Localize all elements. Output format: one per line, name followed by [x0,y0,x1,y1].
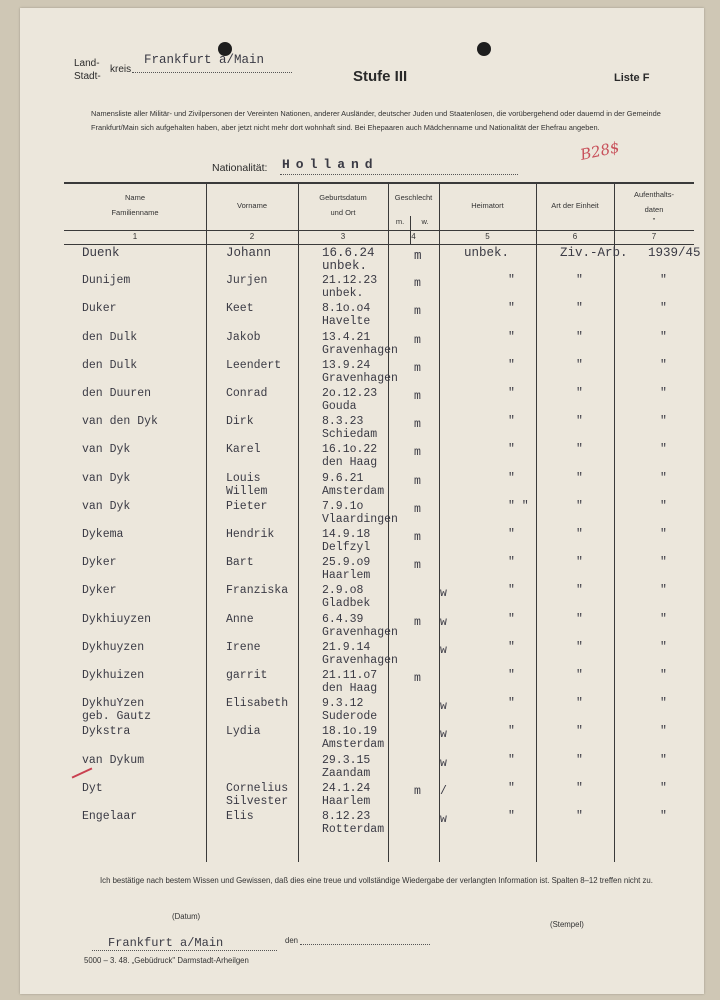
cell-sex-w: w [440,728,447,742]
cell-name: den Duuren [82,387,152,400]
cell-first-name: garrit [226,669,268,682]
cell-sex-m: m [414,446,421,460]
cell-stay: " [660,528,667,541]
form-description: Namensliste aller Militär- und Zivilpersonen der Vereinten Nationen, anderer Ausländer, deutscher Juden und Staatenlosen, die vorübergehend oder dauernd in der Gemeinde Frankfurt/Main sich aufgehalten haben, aber jetzt nicht mehr dort wohnhaft sind. Bei Ehepaaren auch Mädchenname und Nationalität der Ehefrau angeben. [91,109,661,132]
cell-birth-place: Gravenhagen [322,653,398,667]
cell-name: van Dykum [82,753,145,767]
cell-stay: " [660,415,667,429]
cell-birth-place: Vlaardingen [322,512,398,526]
cell-stay: " [660,669,667,682]
cell-birth-date: 25.9.o9 [322,556,371,570]
cell-name: Dykhuizen [82,669,145,682]
cell-home: " [508,725,515,739]
cell-unit: " [576,302,583,316]
cell-name-line2: geb. Gautz [82,710,152,724]
cell-name: Dykstra [82,725,131,739]
cell-sex-m: m [414,502,421,516]
cell-birth-place: Gravenhagen [322,625,398,639]
cell-name: van Dyk [82,471,131,485]
kreis-underline [132,72,292,73]
cell-birth-place: Haarlem [322,569,371,583]
cell-unit: " [576,781,583,795]
table-row [64,528,694,558]
cell-name: Dyker [82,584,117,598]
den-label: den [285,936,299,945]
cell-home: " [508,781,515,795]
cell-first-name-line2: Willem [226,484,268,498]
cell-unit: " [576,499,583,513]
table-top-line [64,182,694,184]
table-row [64,810,694,840]
cell-sex-m: m [414,390,421,403]
cell-stay: " [660,612,667,626]
cell-unit: " [576,612,583,626]
cell-sex-m: m [414,333,421,347]
cell-birth-place: den Haag [322,456,378,470]
cell-unit: " [576,725,583,739]
number-row-divider [64,244,694,245]
col-header-sex-m: m. [395,217,405,226]
cell-home: " [508,387,515,400]
cell-unit: " [576,274,583,288]
cell-home: " [508,697,515,711]
col-header-sex: Geschlecht [394,193,433,202]
col-number-1: 1 [132,232,138,241]
cell-unit: " [576,669,583,682]
cell-birth-date: 8.12.23 [322,810,371,823]
cell-unit: " [576,443,583,457]
stufe-title: Stufe III [353,68,408,85]
cell-name: van Dyk [82,443,131,457]
cell-home: " " [508,499,529,513]
cell-home: " [508,443,515,457]
col-header-sex-w: w. [421,217,429,226]
cell-home: " [508,810,515,823]
cell-unit: " [576,810,583,823]
cell-first-name: Bart [226,556,254,570]
cell-stay: " [660,810,667,823]
cell-birth-place: Zaandam [322,766,371,780]
cell-first-name: Keet [226,302,254,316]
cell-first-name: Jakob [226,330,261,344]
nationality-label: Nationalität: [212,162,268,174]
table-row [64,387,694,417]
cell-unit: " [576,358,583,372]
cell-home: " [508,528,515,541]
cell-home: " [508,274,515,288]
cell-name: Duker [82,302,117,316]
cell-unit: " [576,387,583,400]
cell-unit: " [576,528,583,541]
col-header-name: Name Familienname [111,193,159,217]
cell-birth-place: Gravenhagen [322,343,398,357]
confirmation-text: Ich bestätige nach bestem Wissen und Gewissen, daß dies eine treue und vollständige Wiedergabe der verlangten Information ist. Spalten 8–12 treffen nicht zu. [100,876,653,885]
col-number-2: 2 [249,232,255,241]
cell-birth-place: Amsterdam [322,484,385,498]
cell-stay: " [660,697,667,711]
datum-label: (Datum) [172,912,201,921]
cell-sex-m: m [414,672,421,685]
cell-stay: " [660,302,667,316]
table-row [64,274,694,304]
cell-name: Dykhuyzen [82,640,145,654]
cell-home: " [508,330,515,344]
signature-place: Frankfurt a/Main [108,936,224,950]
cell-unit: Ziv.-Arb. [560,246,628,260]
cell-first-name: Johann [226,246,272,260]
col-header-first: Vorname [236,201,268,210]
cell-name: Dykhiuyzen [82,612,152,626]
cell-name: van den Dyk [82,415,158,429]
cell-name: Dyt [82,781,103,795]
cell-sex-w: w [440,587,447,601]
cell-first-name: Cornelius [226,781,289,795]
col-header-home: Heimatort [471,201,504,210]
cell-birth-place: Suderode [322,710,378,724]
cell-unit: " [576,697,583,711]
cell-birth-date: 18.1o.19 [322,725,378,739]
cell-unit: " [576,584,583,598]
cell-home: " [508,302,515,316]
cell-birth-place: Schiedam [322,428,378,442]
header-divider [64,230,694,231]
cell-name: Duenk [82,246,120,260]
cell-sex-m: m [414,784,421,798]
date-underline [300,944,430,945]
cell-birth-date: 14.9.18 [322,528,371,541]
cell-name: den Dulk [82,358,138,372]
cell-birth-date: 8.1o.o4 [322,302,371,316]
table-row [64,697,694,727]
cell-birth-date: 29.3.15 [322,753,371,767]
punch-hole-right [477,42,491,56]
cell-sex-m: m [414,305,421,319]
cell-first-name: Dirk [226,415,254,429]
cell-stay: " [660,725,667,739]
col-header-unit: Art der Einheit [551,201,599,210]
cell-unit: " [576,415,583,429]
cell-unit: " [576,753,583,767]
cell-sex-m: m [414,418,421,432]
printer-imprint: 5000 – 3. 48. „Gebüdruck" Darmstadt-Arheilgen [84,956,249,965]
cell-unit: " [576,471,583,485]
cell-stay: " [660,387,667,400]
table-row [64,472,694,502]
cell-first-name: Irene [226,640,261,654]
cell-sex-m: m [414,615,421,629]
cell-birth-date: 9.6.21 [322,471,364,485]
cell-name: van Dyk [82,499,131,513]
cell-sex-w: w [440,615,447,629]
cell-birth-date: 2.9.o8 [322,584,364,598]
cell-birth-place: Gravenhagen [322,371,398,385]
cell-stay: " [660,781,667,795]
cell-birth-date: 13.4.21 [322,330,371,344]
cell-birth-place: Delfzyl [322,541,371,554]
cell-first-name: Leendert [226,358,282,372]
stempel-label: (Stempel) [550,920,584,929]
cell-sex-m: m [414,249,422,263]
cell-birth-place: unbek. [322,287,364,301]
cell-birth-place: Gouda [322,400,357,413]
cell-stay: " [660,358,667,372]
cell-stay: " [660,499,667,513]
cell-home: " [508,584,515,598]
cell-first-name: Karel [226,443,261,457]
cell-home: " [508,471,515,485]
cell-birth-place: Havelte [322,315,371,329]
cell-name: Engelaar [82,810,138,823]
red-handwritten-mark: B28$ [578,138,622,164]
cell-birth-place: den Haag [322,682,378,695]
cell-stay: " [660,274,667,288]
document-page [20,8,704,994]
table-row [64,331,694,361]
cell-unit: " [576,330,583,344]
cell-birth-date: 24.1.24 [322,781,371,795]
cell-first-name: Anne [226,612,254,626]
table-row [64,556,694,586]
col-number-7: 7 [651,232,657,241]
table-row [64,782,694,812]
cell-birth-date: 6.4.39 [322,612,364,626]
table-row [64,443,694,473]
cell-sex-w: w [440,813,447,826]
cell-birth-date: 2o.12.23 [322,387,378,400]
place-underline [92,950,277,951]
col-header-birth: Geburtsdatum und Ort [319,193,367,217]
cell-stay: " [660,556,667,570]
cell-home: " [508,640,515,654]
table-row [64,669,694,699]
table-row [64,754,694,784]
nationality-value: Holland [282,157,379,172]
cell-home: " [508,415,515,429]
cell-home: " [508,753,515,767]
cell-unit: " [576,640,583,654]
table-row [64,302,694,332]
table-row [64,725,694,755]
col-number-6: 6 [572,232,578,241]
cell-birth-place: unbek. [322,259,368,273]
cell-home: " [508,612,515,626]
cell-birth-place: Amsterdam [322,738,385,752]
cell-birth-date: 16.1o.22 [322,443,378,457]
col-header-stay: Aufenthalts- daten " [633,190,675,225]
cell-sex-w: w [440,643,447,657]
cell-unit: " [576,556,583,570]
cell-birth-date: 7.9.1o [322,499,364,513]
kreis-value: Frankfurt a/Main [144,53,265,67]
table-row [64,415,694,445]
cell-stay: " [660,471,667,485]
cell-sex-m: m [414,531,421,544]
cell-first-name: Conrad [226,387,268,400]
cell-first-name: Pieter [226,499,268,513]
cell-name: DykhuYzen [82,697,145,711]
cell-name: Dykema [82,528,124,541]
cell-stay: " [660,330,667,344]
cell-home: unbek. [464,246,510,260]
cell-birth-place: Gladbek [322,597,371,611]
nationality-underline [280,174,518,175]
cell-birth-date: 9.3.12 [322,697,364,711]
table-row [64,584,694,614]
cell-birth-date: 21.11.o7 [322,669,378,682]
person-table [64,182,701,862]
cell-sex-w: w [440,700,447,714]
cell-birth-date: 21.12.23 [322,274,378,288]
cell-name: den Dulk [82,330,138,344]
cell-first-name: Elis [226,810,254,823]
table-row [64,613,694,643]
cell-first-name: Elisabeth [226,697,289,711]
cell-sex-w: w [440,756,447,770]
col-number-5: 5 [485,232,490,241]
cell-stay: " [660,584,667,598]
col-number-4: 4 [411,232,416,241]
cell-birth-place: Haarlem [322,794,371,808]
cell-first-name: Jurjen [226,274,268,288]
cell-stay: " [660,640,667,654]
cell-birth-date: 13.9.24 [322,358,371,372]
cell-home: " [508,358,515,372]
cell-stay: 1939/45 [648,246,701,260]
col-number-3: 3 [340,232,346,241]
cell-birth-date: 8.3.23 [322,415,364,429]
table-row [64,246,701,276]
table-row [64,359,694,389]
cell-stay: " [660,443,667,457]
cell-sex-w: / [440,784,447,798]
cell-first-name: Franziska [226,584,289,598]
cell-sex-m: m [414,361,421,375]
cell-birth-date: 21.9.14 [322,640,371,654]
table-row [64,641,694,671]
cell-first-name: Hendrik [226,528,275,541]
cell-first-name: Lydia [226,725,261,739]
kreis-label: kreis [110,64,132,75]
cell-name: Dyker [82,556,117,570]
cell-home: " [508,556,515,570]
cell-first-name: Louis [226,471,261,485]
cell-first-name-line2: Silvester [226,794,289,808]
liste-label: Liste F [614,72,650,84]
cell-birth-date: 16.6.24 [322,246,375,260]
cell-sex-m: m [414,277,421,291]
cell-sex-m: m [414,559,421,573]
table-row [64,500,694,530]
cell-home: " [508,669,515,682]
stadt-label: Stadt- [74,71,101,82]
cell-sex-m: m [414,474,421,488]
land-label: Land- [74,58,100,69]
cell-birth-place: Rotterdam [322,823,385,836]
cell-name: Dunijem [82,274,131,288]
cell-stay: " [660,753,667,767]
